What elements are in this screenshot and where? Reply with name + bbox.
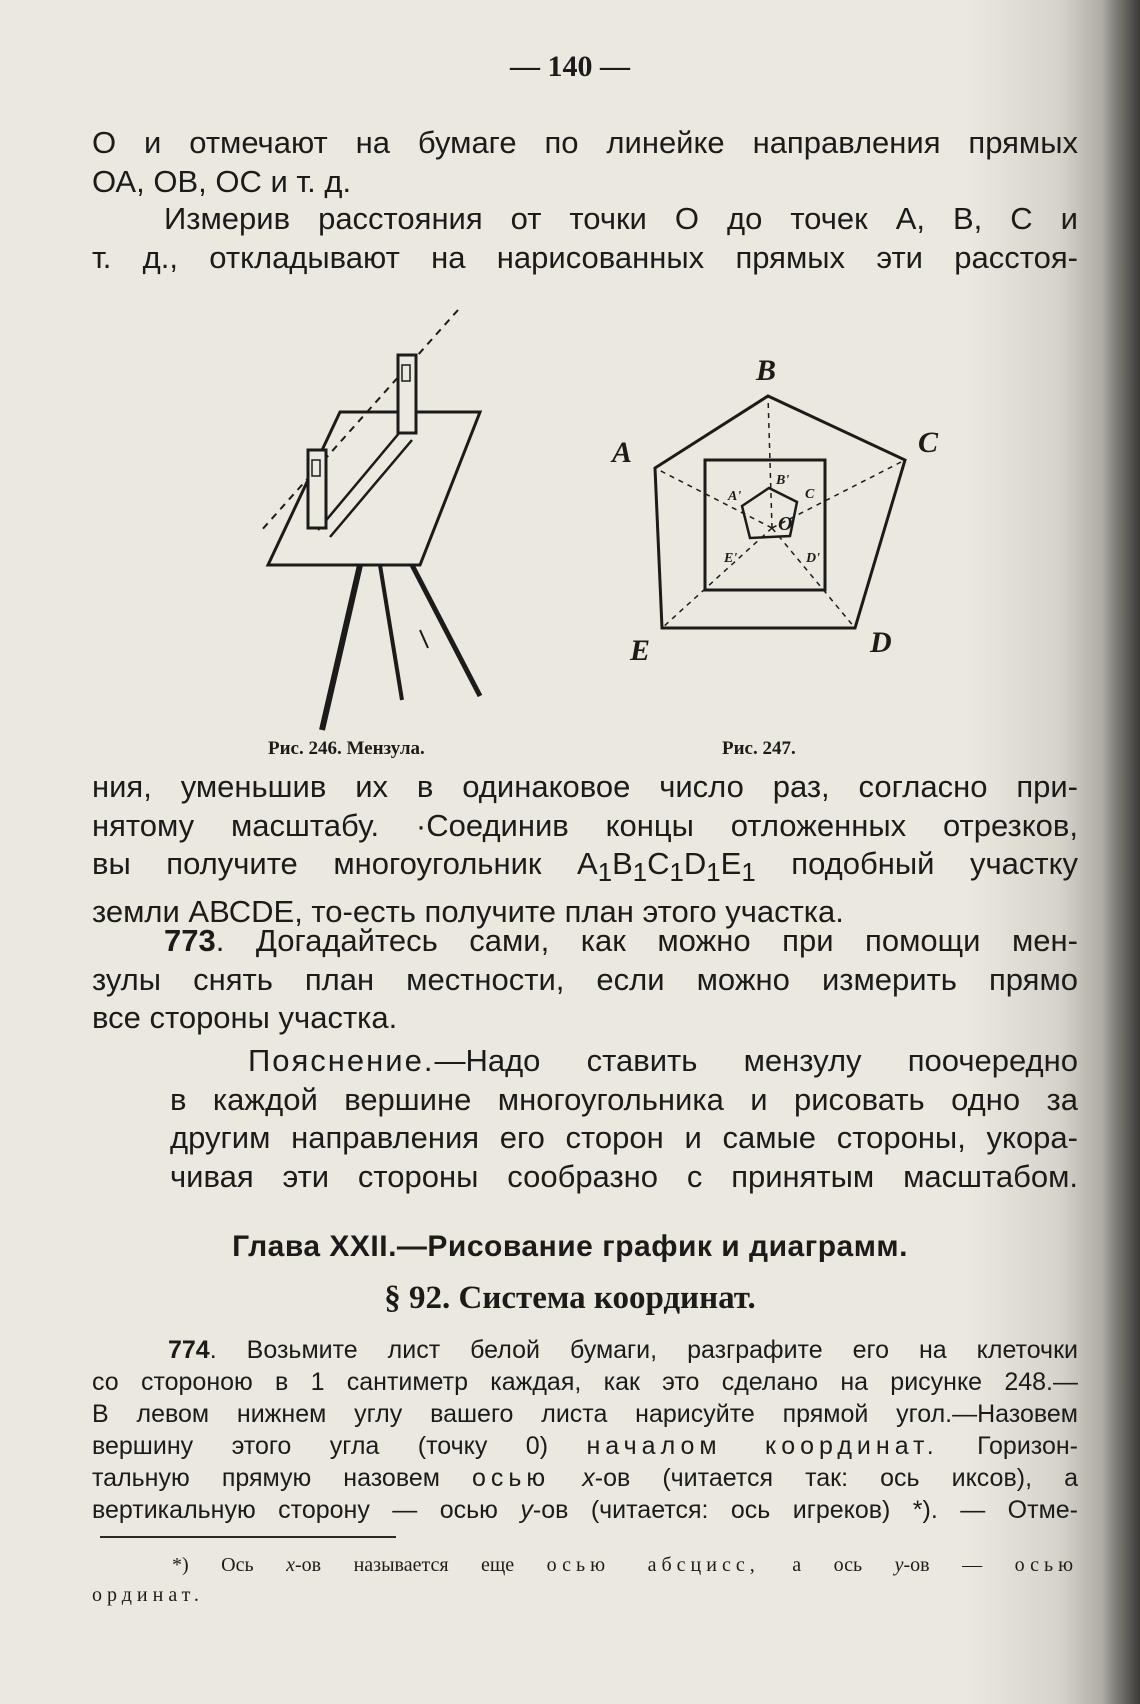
variable-y: y (894, 1554, 904, 1576)
problem-773 (92, 922, 1078, 1038)
text-fragment: -ов (читается так: ось иксов), а (594, 1464, 1078, 1492)
text-fragment: вертикальную сторону — осью (92, 1496, 498, 1524)
figure-247-plan (600, 340, 940, 680)
term-abscissa: осью абсцисс, (546, 1554, 760, 1576)
paragraph-1 (92, 124, 1078, 201)
vertex-letter: D (683, 846, 707, 881)
text-fragment: а ось (792, 1554, 863, 1576)
text-line (92, 1580, 1078, 1610)
term-axis: осью (471, 1464, 551, 1492)
subscript: 1 (597, 859, 613, 888)
polygon-name (577, 846, 756, 888)
label-C: C (918, 426, 939, 459)
text-line: Измерив расстояния от точки О до точек А, В, С и (164, 201, 1078, 236)
mensula-drawing (260, 310, 480, 730)
subscript: 1 (632, 859, 648, 888)
text-fragment: вы получите многоугольник (92, 846, 542, 881)
label-O: O (778, 513, 793, 535)
text-fragment: . Возьмите лист белой бумаги, разграфите его на клеточки (209, 1336, 1078, 1364)
text-line: ОА, ОВ, ОС и т. д. (92, 163, 352, 199)
alidade-post-right (398, 355, 416, 433)
term-axis: осью (1014, 1554, 1079, 1576)
text-line: О и отмечают на бумаге по линейке направления прямых (92, 125, 1078, 160)
text-fragment: Горизон- (977, 1432, 1078, 1460)
label-B1: B' (776, 473, 790, 488)
variable-x: x (582, 1464, 595, 1492)
text-line: т. д., откладывают на нарисованных прямых эти расстоя- (92, 239, 1078, 275)
text-line: все стороны участка. (92, 1000, 398, 1035)
label-E1: E' (724, 551, 738, 566)
text-line (92, 1494, 1078, 1526)
text-line: нятому масштабу. ·Соединив концы отложенных отрезков, (92, 807, 1078, 843)
text-fragment: —Надо ставить мензулу поочередно (434, 1043, 1078, 1078)
paragraph-2 (92, 200, 1078, 277)
label-C1: C (805, 487, 815, 502)
alidade-post-left (308, 450, 326, 528)
figure-246-caption: Рис. 246. Мензула. (268, 738, 425, 759)
paragraph-3 (92, 768, 1078, 931)
label-D: D (870, 626, 892, 659)
text-line (92, 1334, 1078, 1366)
term-origin: началом координат. (586, 1432, 939, 1460)
chapter-heading: Глава XXII.—Рисование график и диаграмм. (232, 1230, 908, 1263)
text-line: ния, уменьшив их в одинаковое число раз, согласно при- (92, 769, 1078, 804)
text-fragment: -ов называется еще (295, 1554, 515, 1576)
text-fragment: -ов (читается: ось игреков) *). — Отме- (532, 1496, 1078, 1524)
radial-lines (655, 396, 905, 628)
text-line: со стороною в 1 сантиметр каждая, как это сделано на рисунке 248.— (92, 1368, 1078, 1396)
label-A: A (612, 436, 633, 469)
label-A1: A' (728, 489, 742, 504)
explanation-block (170, 1042, 1078, 1196)
text-line (170, 1042, 1078, 1081)
page-number: — 140 — (510, 50, 630, 83)
text-line: земли АВСDЕ, то-есть получите план этого участка. (92, 893, 844, 929)
tripod-leg-left (322, 565, 360, 730)
label-B: B (756, 354, 777, 387)
vertex-letter: A (577, 846, 598, 881)
outer-pentagon (655, 396, 905, 628)
tripod-leg-right (412, 565, 480, 696)
tripod-leg-middle (380, 565, 402, 700)
vertex-letter: B (612, 846, 633, 881)
text-line (92, 1462, 1078, 1494)
label-D1: D' (806, 551, 820, 566)
subscript: 1 (669, 859, 684, 888)
vertex-letter: C (647, 846, 670, 881)
text-line-polygon (92, 845, 1078, 893)
explanation-label: Пояснение. (248, 1043, 435, 1078)
problem-number: 773 (164, 923, 216, 958)
text-line (92, 922, 1078, 961)
section-heading: § 92. Система координат. (384, 1280, 756, 1316)
variable-y: y (520, 1496, 533, 1524)
subscript: 1 (741, 859, 756, 888)
vertex-letter: E (720, 846, 742, 881)
text-fragment: . Догадайтесь сами, как можно при помощи мен- (215, 923, 1078, 958)
text-fragment: *) Ось (172, 1554, 254, 1576)
text-line: В левом нижнем углу вашего листа нарисуйте прямой угол.—Назовем (92, 1400, 1078, 1428)
problem-774 (92, 1334, 1078, 1526)
problem-number: 774 (168, 1336, 210, 1364)
text-line: зулы снять план местности, если можно измерить прямо (92, 961, 1078, 997)
text-line: чивая эти стороны сообразно с принятым масштабом. (170, 1158, 1078, 1194)
mensula-square (705, 460, 825, 590)
text-line (92, 1430, 1078, 1462)
text-fragment: вершину этого угла (точку 0) (92, 1432, 549, 1460)
text-fragment: тальную прямую назовем (92, 1464, 440, 1492)
footnote (92, 1550, 1078, 1610)
figure-246-mensula (190, 300, 520, 740)
figure-247-caption: Рис. 247. (722, 738, 796, 759)
text-line (92, 1550, 1078, 1580)
subscript: 1 (706, 859, 721, 888)
variable-x: x (286, 1554, 295, 1576)
text-line: в каждой вершине многоугольника и рисовать одно за (170, 1081, 1078, 1117)
label-E: E (630, 634, 651, 667)
text-fragment: -ов — (903, 1554, 983, 1576)
page-spine-shadow (1102, 0, 1140, 1704)
footnote-rule (100, 1536, 396, 1538)
text-fragment: подобный участку (791, 846, 1078, 881)
term-ordinate: ординат. (92, 1584, 204, 1606)
text-line: другим направления его сторон и самые стороны, укора- (170, 1120, 1078, 1155)
